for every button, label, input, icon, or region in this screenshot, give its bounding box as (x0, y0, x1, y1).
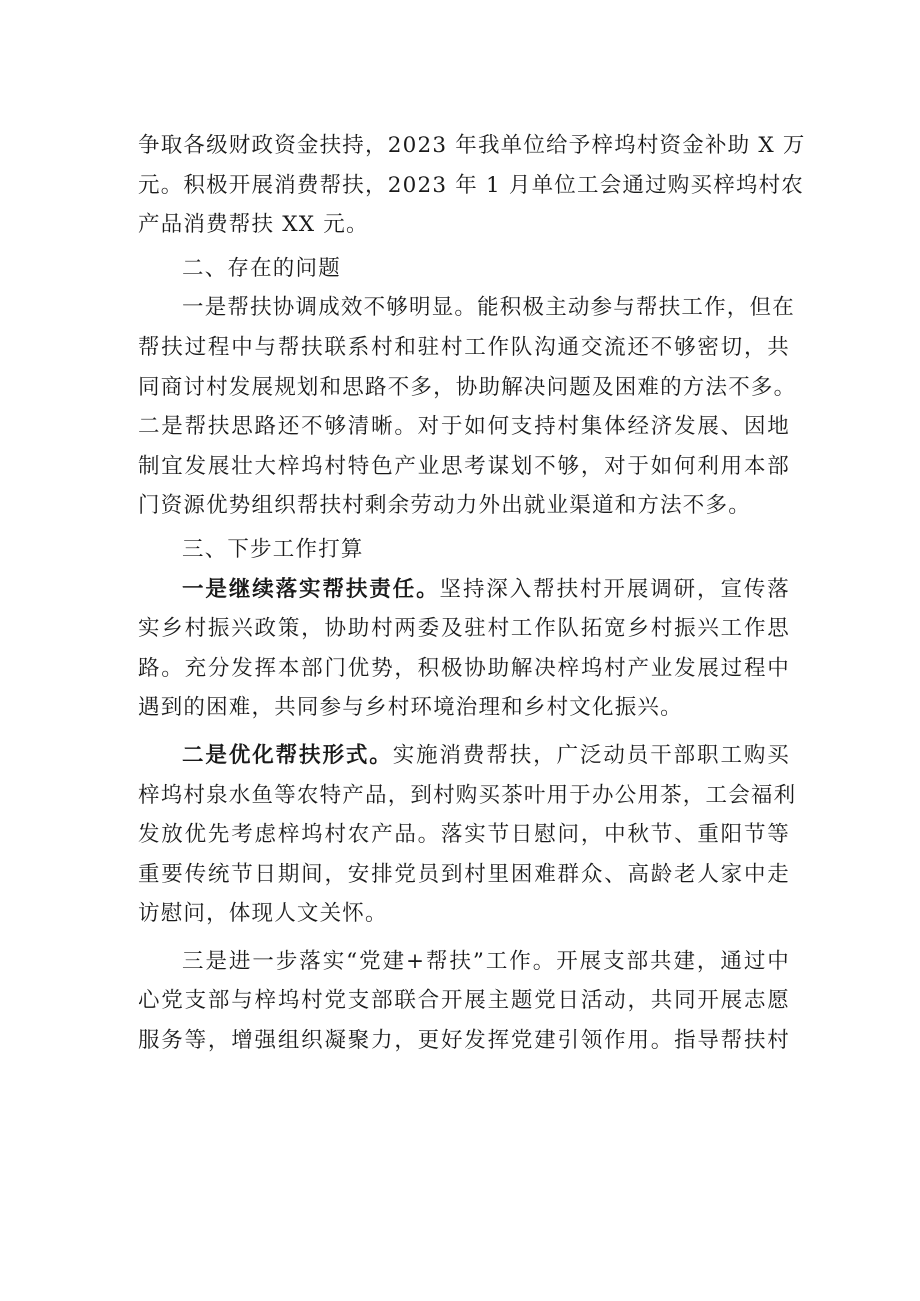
paragraph-funding (138, 126, 806, 245)
text-line: 二是帮扶思路还不够清晰。对于如何支持村集体经济发展、因地 (138, 414, 790, 440)
text-line: 三是进一步落实“党建+帮扶”工作。开展支部共建，通过中 (182, 948, 790, 974)
text-line: 一是帮扶协调成效不够明显。能积极主动参与帮扶工作，但在 (182, 295, 795, 321)
text-line: 元。积极开展消费帮扶，2023 年 1 月单位工会通过购买梓坞村农 (138, 172, 804, 198)
lead-sentence: 一是继续落实帮扶责任。 (182, 576, 440, 602)
paragraph-responsibility (138, 570, 790, 728)
text-line: 实乡村振兴政策，协助村两委及驻村工作队拓宽乡村振兴工作思 (138, 616, 790, 642)
section-heading-problems: 二、存在的问题 (182, 255, 341, 281)
text-line: 发放优先考虑梓坞村农产品。落实节日慰问，中秋节、重阳节等 (138, 822, 790, 848)
text-line-rest: 实施消费帮扶，广泛动员干部职工购买 (392, 742, 790, 768)
lead-sentence: 二是优化帮扶形式。 (182, 742, 393, 768)
section-heading-next-steps: 三、下步工作打算 (182, 536, 364, 562)
text-line: 心党支部与梓坞村党支部联合开展主题党日活动，共同开展志愿 (138, 988, 790, 1014)
text-line-rest: 坚持深入帮扶村开展调研，宣传落 (439, 576, 790, 602)
document-body (138, 126, 806, 1061)
text-line: 服务等，增强组织凝聚力，更好发挥党建引领作用。指导帮扶村 (138, 1028, 790, 1054)
text-line: 帮扶过程中与帮扶联系村和驻村工作队沟通交流还不够密切，共 (138, 334, 790, 360)
text-line (138, 570, 790, 610)
text-line: 访慰问，体现人文关怀。 (138, 901, 388, 927)
text-line: 同商讨村发展规划和思路不多，协助解决问题及困难的方法不多。 (138, 374, 797, 400)
text-line: 制宜发展壮大梓坞村特色产业思考谋划不够，对于如何利用本部 (138, 453, 790, 479)
text-line: 路。充分发挥本部门优势，积极协助解决梓坞村产业发展过程中 (138, 655, 790, 681)
text-line: 争取各级财政资金扶持，2023 年我单位给予梓坞村资金补助 X 万 (138, 133, 806, 158)
paragraph-problems (138, 288, 797, 526)
text-line: 产品消费帮扶 XX 元。 (138, 212, 369, 238)
text-line: 重要传统节日期间，安排党员到村里困难群众、高龄老人家中走 (138, 861, 790, 887)
paragraph-party-building (138, 942, 790, 1061)
paragraph-assistance-forms (138, 736, 797, 934)
text-line (138, 736, 790, 776)
text-line: 遇到的困难，共同参与乡村环境治理和乡村文化振兴。 (138, 695, 683, 721)
text-line: 梓坞村泉水鱼等农特产品，到村购买茶叶用于办公用茶，工会福利 (138, 782, 797, 808)
text-line: 门资源优势组织帮扶村剩余劳动力外出就业渠道和方法不多。 (138, 493, 751, 519)
